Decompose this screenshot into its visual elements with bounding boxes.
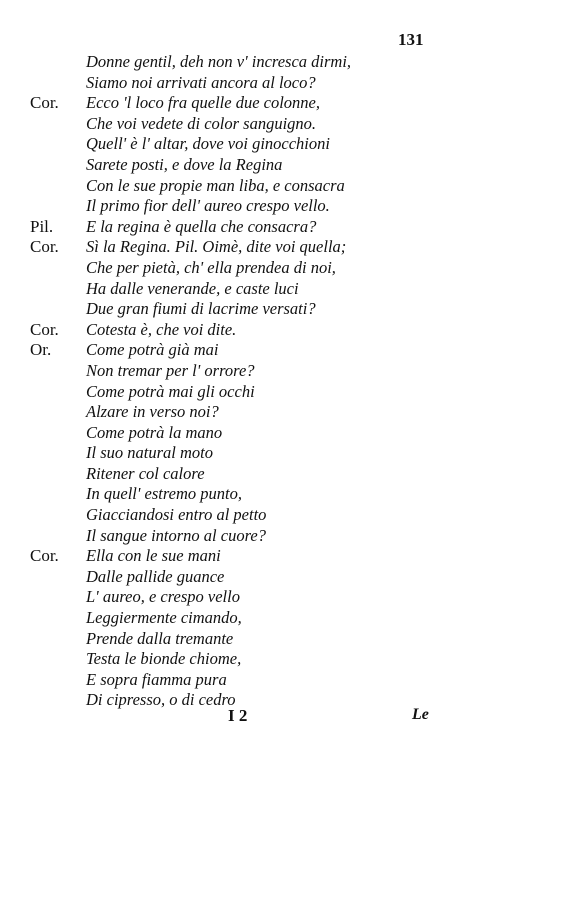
- verse-line: [0, 464, 585, 485]
- verse-line: [0, 649, 585, 670]
- verse-text: Il primo fior dell' aureo crespo vello.: [86, 196, 330, 216]
- speaker-label: Cor.: [30, 93, 59, 113]
- verse-line: [0, 423, 585, 444]
- verse-line: [0, 176, 585, 197]
- verse-text: Leggiermente cimando,: [86, 608, 242, 628]
- verse-text: Testa le bionde chiome,: [86, 649, 242, 669]
- verse-line: [0, 587, 585, 608]
- verse-text: Che voi vedete di color sanguigno.: [86, 113, 317, 133]
- verse-line: [0, 93, 585, 114]
- verse-line: [0, 279, 585, 300]
- verse-line: [0, 629, 585, 650]
- verse-line: [0, 670, 585, 691]
- verse-line: [0, 484, 585, 505]
- verse-text: Donne gentil, deh non v' incresca dirmi,: [86, 52, 352, 71]
- verse-text: Sarete posti, e dove la Regina: [86, 154, 283, 174]
- verse-line: [0, 382, 585, 403]
- verse-line: [0, 546, 585, 567]
- verse-line: [0, 320, 585, 341]
- verse-text: Ritener col calore: [86, 463, 205, 483]
- speaker-label: Or.: [30, 340, 52, 360]
- verse-text: Alzare in verso noi?: [86, 402, 219, 422]
- speaker-label: Pil.: [30, 216, 54, 236]
- verse-text: Che per pietà, ch' ella prendea di noi,: [86, 257, 336, 277]
- verse-line: [0, 114, 585, 135]
- verse-text: Due gran fiumi di lacrime versati?: [86, 299, 316, 319]
- verse-text: Il sangue intorno al cuore?: [86, 525, 266, 545]
- page-number: 131: [398, 30, 424, 49]
- verse-text: Quell' è l' altar, dove voi ginocchioni: [86, 134, 330, 154]
- speaker-label: Cor.: [30, 237, 59, 257]
- verse-text: Siamo noi arrivati ancora al loco?: [86, 72, 316, 92]
- verse-text: Non tremar per l' orrore?: [86, 360, 255, 380]
- verse-line: [0, 526, 585, 547]
- speaker-label: Cor.: [30, 319, 59, 339]
- verse-text: Dalle pallide guance: [86, 566, 225, 586]
- verse-text: L' aureo, e crespo vello: [86, 587, 240, 607]
- verse-text: Il suo natural moto: [86, 443, 213, 463]
- verse-line: [0, 443, 585, 464]
- verse-text: Ecco 'l loco fra quelle due colonne,: [86, 93, 320, 113]
- verse-text: Come potrà già mai: [86, 340, 219, 360]
- verse-block: [0, 52, 585, 711]
- verse-line: [0, 258, 585, 279]
- verse-line: [0, 505, 585, 526]
- signature-mark: I 2: [228, 706, 248, 725]
- verse-line: [0, 73, 585, 94]
- verse-line: [0, 52, 585, 73]
- verse-text: Ha dalle venerande, e caste luci: [86, 278, 299, 298]
- verse-line: [0, 361, 585, 382]
- verse-text: Di cipresso, o di cedro: [86, 690, 236, 710]
- verse-text: E sopra fiamma pura: [86, 669, 227, 689]
- verse-text: Come potrà la mano: [86, 422, 223, 442]
- verse-text: Sì la Regina. Pil. Oimè, dite voi quella;: [86, 237, 347, 257]
- verse-text: Cotesta è, che voi dite.: [86, 319, 237, 339]
- verse-line: [0, 299, 585, 320]
- verse-text: Con le sue propie man liba, e consacra: [86, 175, 345, 195]
- page-footer: [0, 706, 585, 736]
- verse-line: [0, 567, 585, 588]
- verse-text: Prende dalla tremante: [86, 628, 234, 648]
- verse-text: Ella con le sue mani: [86, 546, 221, 566]
- verse-line: [0, 155, 585, 176]
- verse-line: [0, 134, 585, 155]
- verse-line: [0, 196, 585, 217]
- verse-text: E la regina è quella che consacra?: [86, 216, 317, 236]
- verse-text: Come potrà mai gli occhi: [86, 381, 255, 401]
- speaker-label: Cor.: [30, 546, 59, 566]
- verse-line: [0, 237, 585, 258]
- verse-line: [0, 608, 585, 629]
- verse-text: Giacciandosi entro al petto: [86, 505, 267, 525]
- verse-line: [0, 217, 585, 238]
- catchword: Le: [412, 706, 429, 723]
- verse-text: In quell' estremo punto,: [86, 484, 242, 504]
- verse-line: [0, 340, 585, 361]
- verse-line: [0, 402, 585, 423]
